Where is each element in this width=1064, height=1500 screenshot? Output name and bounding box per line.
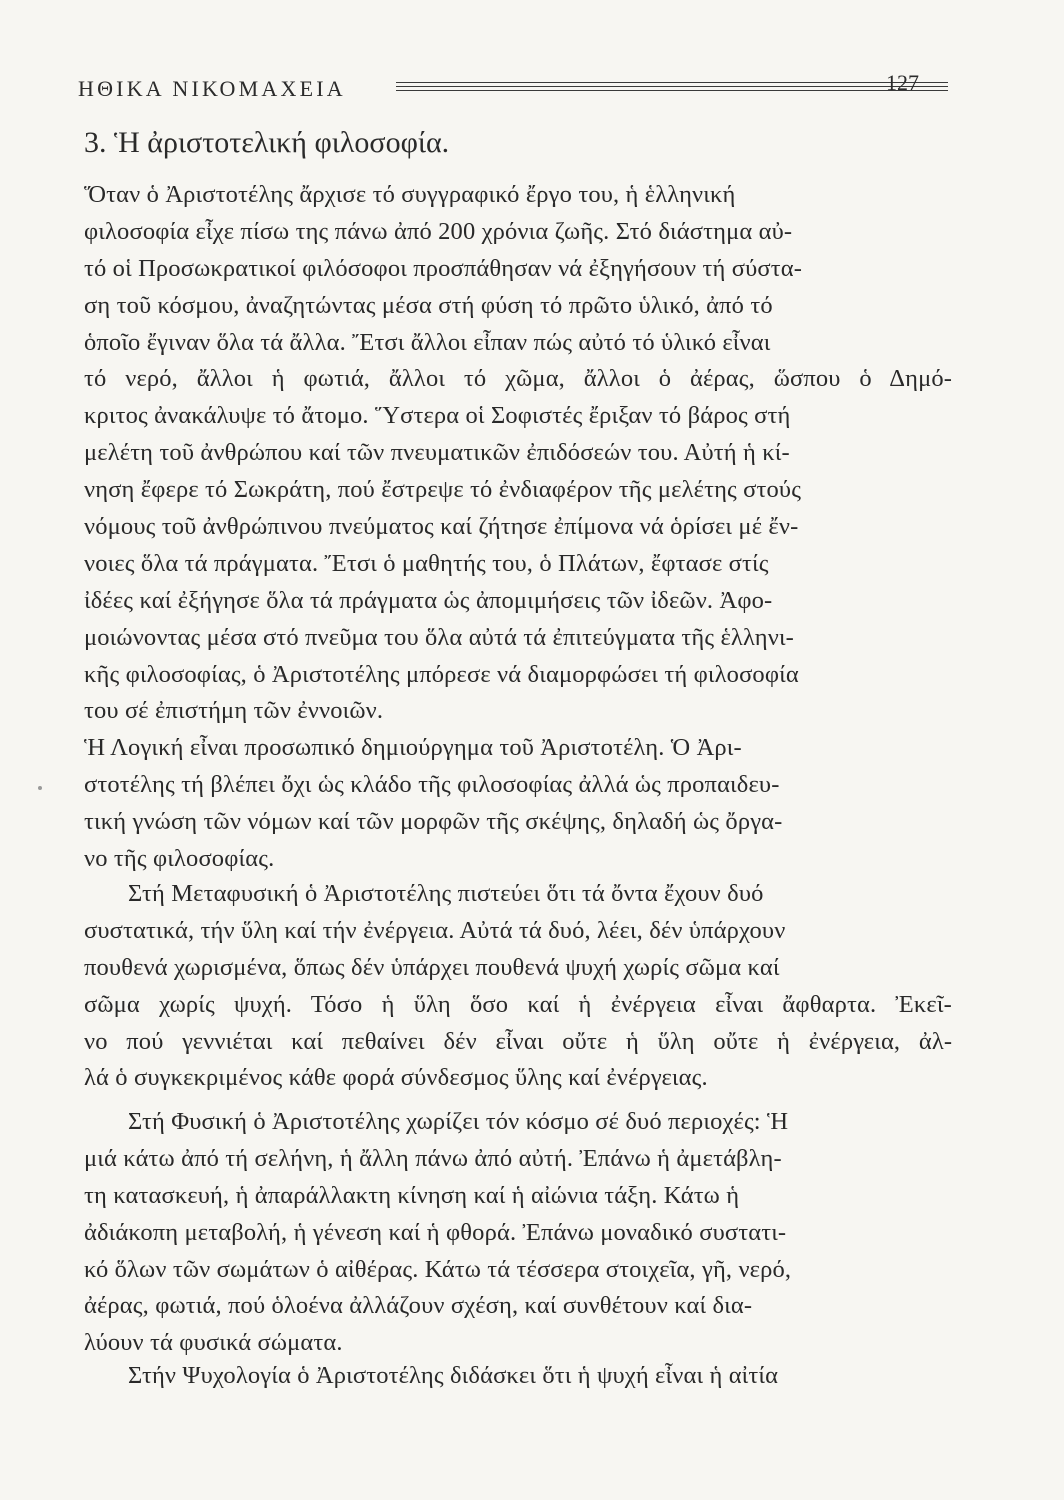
- text-line: νηση ἔφερε τό Σωκράτη, πού ἔστρεψε τό ἐνδιαφέρον τῆς μελέτης στούς: [84, 476, 802, 504]
- text-line: μιά κάτω ἀπό τή σελήνη, ἡ ἄλλη πάνω ἀπό αὐτή. Ἐπάνω ἡ ἀμετάβλη-: [84, 1144, 782, 1172]
- header-rule: [396, 82, 948, 90]
- text-line: λύουν τά φυσικά σώματα.: [84, 1329, 343, 1357]
- text-line: σῶμα χωρίς ψυχή. Τόσο ἡ ὕλη ὅσο καί ἡ ἐνέργεια εἶναι ἄφθαρτα. Ἐκεῖ-: [84, 990, 952, 1018]
- text-line: νο πού γεννιέται καί πεθαίνει δέν εἶναι οὔτε ἡ ὕλη οὔτε ἡ ἐνέργεια, ἀλ-: [84, 1027, 953, 1055]
- text-line: Στή Μεταφυσική ὁ Ἀριστοτέλης πιστεύει ὅτι τά ὄντα ἔχουν δυό: [128, 880, 764, 907]
- text-line: ἀδιάκοπη μεταβολή, ἡ γένεση καί ἡ φθορά. Ἐπάνω μοναδικό συστατι-: [84, 1218, 787, 1246]
- text-line: νο τῆς φιλοσοφίας.: [84, 844, 275, 872]
- text-line: συστατικά, τήν ὕλη καί τήν ἐνέργεια. Αὐτά τά δυό, λέει, δέν ὑπάρχουν: [84, 916, 786, 944]
- text-line: φιλοσοφία εἶχε πίσω της πάνω ἀπό 200 χρόνια ζωῆς. Στό διάστημα αὐ-: [84, 217, 793, 245]
- text-line: τική γνώση τῶν νόμων καί τῶν μορφῶν τῆς σκέψης, δηλαδή ὡς ὄργα-: [84, 807, 783, 835]
- text-line: πουθενά χωρισμένα, ὅπως δέν ὑπάρχει πουθενά ψυχή χωρίς σῶμα καί: [84, 953, 780, 981]
- header-rule-line: [396, 86, 948, 87]
- text-line: Ὅταν ὁ Ἀριστοτέλης ἄρχισε τό συγγραφικό ἔργο του, ἡ ἑλληνική: [84, 181, 736, 208]
- text-line: τό νερό, ἄλλοι ἡ φωτιά, ἄλλοι τό χῶμα, ἄλλοι ὁ ἀέρας, ὥσπου ὁ Δημό-: [84, 365, 953, 393]
- text-line: μελέτη τοῦ ἀνθρώπου καί τῶν πνευματικῶν ἐπιδόσεών του. Αὐτή ἡ κί-: [84, 439, 790, 467]
- text-line: Στή Φυσική ὁ Ἀριστοτέλης χωρίζει τόν κόσμο σέ δυό περιοχές: Ἡ: [128, 1108, 789, 1135]
- text-line: λά ὁ συγκεκριμένος κάθε φορά σύνδεσμος ὕλης καί ἐνέργειας.: [84, 1064, 708, 1092]
- header-rule-line: [396, 90, 948, 91]
- text-line: κῆς φιλοσοφίας, ὁ Ἀριστοτέλης μπόρεσε νά διαμορφώσει τή φιλοσοφία: [84, 660, 799, 688]
- running-title: ΗΘΙΚΑ ΝΙΚΟΜΑΧΕΙΑ: [78, 76, 346, 101]
- paragraph: [84, 730, 952, 878]
- text-line: Στήν Ψυχολογία ὁ Ἀριστοτέλης διδάσκει ὅτι ἡ ψυχή εἶναι ἡ αἰτία: [128, 1362, 779, 1389]
- text-line: ὁποῖο ἔγιναν ὅλα τά ἄλλα. Ἔτσι ἄλλοι εἶπαν πώς αὐτό τό ὑλικό εἶναι: [84, 328, 771, 356]
- text-line: ἰδέες καί ἐξήγησε ὅλα τά πράγματα ὡς ἀπομιμήσεις τῶν ἰδεῶν. Ἀφο-: [84, 586, 773, 614]
- text-line: νόμους τοῦ ἀνθρώπινου πνεύματος καί ζήτησε ἐπίμονα νά ὁρίσει μέ ἔν-: [84, 513, 799, 541]
- header-rule-line: [396, 82, 948, 83]
- text-line: ἀέρας, φωτιά, πού ὁλοένα ἀλλάζουν σχέση, καί συνθέτουν καί δια-: [84, 1292, 753, 1320]
- page-number: 127: [886, 70, 919, 95]
- running-header: [78, 70, 938, 106]
- text-line: μοιώνοντας μέσα στό πνεῦμα του ὅλα αὐτά τά ἐπιτεύγματα τῆς ἑλληνι-: [84, 623, 794, 651]
- text-line: ση τοῦ κόσμου, ἀναζητώντας μέσα στή φύση τό πρῶτο ὑλικό, ἀπό τό: [84, 291, 773, 319]
- text-line: τη κατασκευή, ἡ ἀπαράλλακτη κίνηση καί ἡ αἰώνια τάξη. Κάτω ἡ: [84, 1181, 740, 1209]
- text-line: κριτος ἀνακάλυψε τό ἄτομο. Ὕστερα οἱ Σοφιστές ἔριξαν τό βάρος στή: [84, 402, 791, 430]
- paragraph: [84, 876, 952, 1097]
- paragraph: [84, 1104, 952, 1362]
- paragraph: [84, 1358, 952, 1395]
- text-line: νοιες ὅλα τά πράγματα. Ἔτσι ὁ μαθητής του, ὁ Πλάτων, ἔφτασε στίς: [84, 549, 769, 577]
- text-line: Ἡ Λογική εἶναι προσωπικό δημιούργημα τοῦ Ἀριστοτέλη. Ὁ Ἀρι-: [84, 734, 742, 761]
- section-heading: 3. Ἡ ἀριστοτελική φιλοσοφία.: [84, 126, 450, 159]
- paragraph: [84, 177, 952, 730]
- text-line: στοτέλης τή βλέπει ὄχι ὡς κλάδο τῆς φιλοσοφίας ἀλλά ὡς προπαιδευ-: [84, 770, 780, 798]
- text-line: τό οἱ Προσωκρατικοί φιλόσοφοι προσπάθησαν νά ἐξηγήσουν τή σύστα-: [84, 254, 803, 282]
- text-line: του σέ ἐπιστήμη τῶν ἐννοιῶν.: [84, 697, 384, 725]
- text-line: κό ὅλων τῶν σωμάτων ὁ αἰθέρας. Κάτω τά τέσσερα στοιχεῖα, γῆ, νερό,: [84, 1255, 792, 1283]
- paper-speck: [38, 786, 42, 790]
